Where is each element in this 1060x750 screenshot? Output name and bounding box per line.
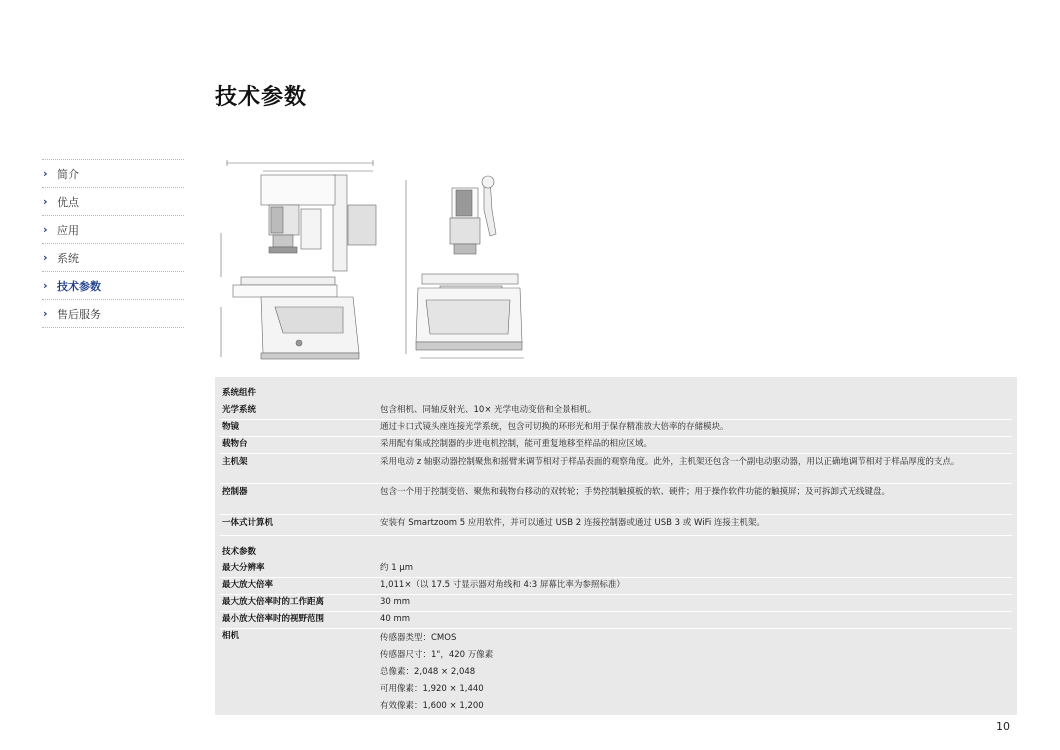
spec-key: 最大分辨率 (222, 563, 265, 573)
nav-item-label: 优点 (57, 195, 79, 209)
chevron-right-icon: › (43, 307, 48, 320)
nav-item-label: 应用 (57, 223, 79, 237)
camera-spec-line: 可用像素：1,920 × 1,440 (380, 684, 484, 694)
nav-item-label: 系统 (57, 251, 79, 265)
side-nav (42, 159, 184, 328)
chevron-right-icon: › (43, 167, 48, 180)
chevron-right-icon: › (43, 223, 48, 236)
spec-key: 相机 (222, 631, 240, 641)
table-row (220, 516, 1012, 536)
spec-key: 主机架 (222, 457, 248, 467)
table-row (220, 455, 1012, 484)
table-row (220, 629, 1012, 645)
spec-key: 最小放大倍率时的视野范围 (222, 614, 325, 624)
spec-value: 安装有 Smartzoom 5 应用软件，并可以通过 USB 2 连接控制器或通过 USB 3 或 WiFi 连接主机架。 (380, 518, 765, 528)
camera-spec-line: 传感器类型：CMOS (380, 633, 457, 643)
nav-item-intro[interactable] (42, 159, 184, 187)
spec-value: 30 mm (380, 597, 411, 607)
nav-item-advantages[interactable] (42, 187, 184, 215)
spec-value: 包含相机、同轴反射光、10× 光学电动变倍和全景相机。 (380, 405, 597, 415)
spec-key: 光学系统 (222, 405, 257, 415)
nav-item-system[interactable] (42, 243, 184, 271)
spec-key: 最大放大倍率时的工作距离 (222, 597, 325, 607)
table-row (220, 595, 1012, 612)
spec-key: 物镜 (222, 422, 240, 432)
nav-item-label: 技术参数 (57, 279, 101, 293)
table-row (220, 420, 1012, 437)
spec-value: 采用电动 z 轴驱动器控制聚焦和摇臂来调节相对于样品表面的观察角度。此外，主机架还包含一个副电动驱动器，用以正确地调节相对于样品厚度的支点。 (380, 457, 960, 467)
page-title: 技术参数 (215, 85, 308, 110)
section-title-tech: 技术参数 (222, 547, 257, 557)
spec-key: 载物台 (222, 439, 248, 449)
chevron-right-icon: › (43, 279, 48, 292)
spec-value: 包含一个用于控制变倍、聚焦和载物台移动的双转轮；手势控制触摸板的软、硬件；用于操作软件功能的触摸屏；及可拆卸式无线键盘。 (380, 487, 891, 497)
specs-table (215, 377, 1017, 715)
spec-key: 最大放大倍率 (222, 580, 274, 590)
nav-item-service[interactable] (42, 299, 184, 328)
section-title-system: 系统组件 (222, 388, 257, 398)
chevron-right-icon: › (43, 251, 48, 264)
nav-item-label: 售后服务 (57, 307, 101, 321)
drawing-front-view (400, 170, 530, 365)
spec-key: 一体式计算机 (222, 518, 274, 528)
camera-spec-line: 有效像素：1,600 × 1,200 (380, 701, 484, 711)
table-row (220, 612, 1012, 629)
table-row (220, 561, 1012, 578)
table-row (220, 437, 1012, 454)
spec-key: 控制器 (222, 487, 248, 497)
camera-spec-line: 传感器尺寸：1"，420 万像素 (380, 650, 494, 660)
camera-spec-line: 总像素：2,048 × 2,048 (380, 667, 476, 677)
spec-value: 1,011×（以 17.5 寸显示器对角线和 4:3 屏幕比率为参照标准） (380, 580, 625, 590)
nav-item-applications[interactable] (42, 215, 184, 243)
spec-value: 通过卡口式镜头座连接光学系统，包含可切换的环形光和用于保存精准放大倍率的存储模块。 (380, 422, 729, 432)
nav-item-tech-specs[interactable] (42, 271, 184, 299)
nav-item-label: 简介 (57, 167, 79, 181)
chevron-right-icon: › (43, 195, 48, 208)
spec-value: 采用配有集成控制器的步进电机控制，能可重复地移至样品的相应区域。 (380, 439, 653, 449)
spec-value: 40 mm (380, 614, 411, 624)
page-number: 10 (996, 720, 1010, 733)
table-row (220, 403, 1012, 420)
table-row (220, 578, 1012, 595)
drawing-side-view (213, 157, 383, 369)
spec-value: 约 1 μm (380, 563, 413, 573)
table-row (220, 485, 1012, 515)
